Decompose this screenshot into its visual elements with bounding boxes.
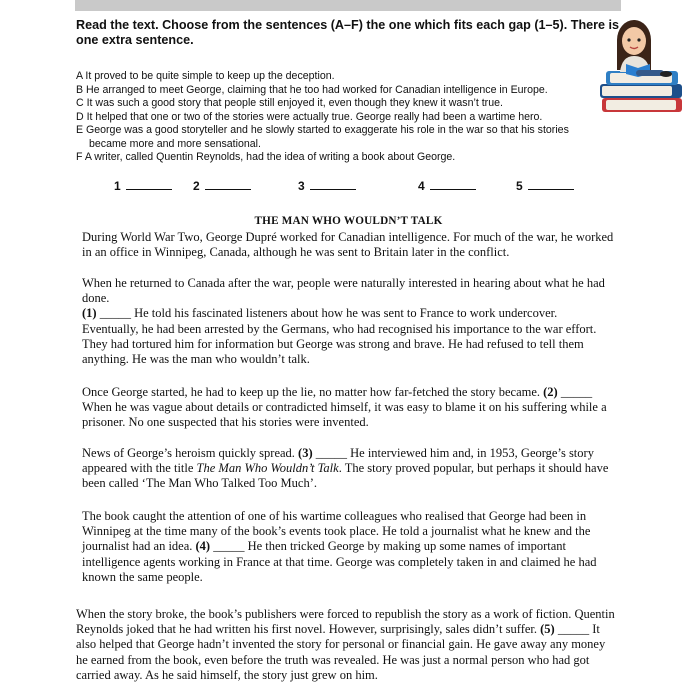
option-b: B He arranged to meet George, claiming that he too had worked for Canadian intelligence in Europe. xyxy=(76,83,548,96)
answer-slot-5[interactable]: 5 xyxy=(516,178,574,193)
story-paragraph-4: News of George’s heroism quickly spread. (3) _____ He interviewed him and, in 1953, George’s story appeared with the title The Man Who Wouldn’t Talk. The story proved popular, but perhaps it should have been called ‘The Man Who Talked Too Much’. xyxy=(82,446,609,491)
story-paragraph-3: Once George started, he had to keep up the lie, no matter how far-fetched the story became. (2) _____ When he was vague about details or contradicted himself, it was easy to blame it on his suffering while a prisoner. No one suspected that his stories were invented. xyxy=(82,385,607,430)
option-a: A It proved to be quite simple to keep up the deception. xyxy=(76,70,335,82)
story-paragraph-2: When he returned to Canada after the war, people were naturally interested in hearing about what he had done. (1) _____ He told his fascinated listeners about how he was sent to France to work undercover. Eventually, he had been arrested by the Germans, who had recognised his importance to the war effort. They had tortured him for information but George was strong and brave. He had refused to tell them anything. He was the man who wouldn’t talk. xyxy=(82,276,605,367)
answer-slot-1[interactable]: 1 xyxy=(114,178,172,193)
task-instructions: Read the text. Choose from the sentences (A–F) the one which fits each gap (1–5). There is one extra sentence. xyxy=(76,18,620,47)
story-paragraph-6: When the story broke, the book’s publishers were forced to republish the story as a work of fiction. Quentin Reynolds joked that he had written his first novel. However, surprisingly, sales didn’t suffer. (5) _____ It also helped that George hadn’t invented the story for personal or financial gain. He gave away any money he earned from the book, even before the truth was revealed. He was just a normal person who had got carried away. As he said himself, the story just grew on him. xyxy=(76,607,615,682)
answer-blank[interactable] xyxy=(430,178,476,190)
option-f: F A writer, called Quentin Reynolds, had the idea of writing a book about George. xyxy=(76,151,456,163)
gap-3-label: (3) xyxy=(298,446,313,460)
gap-5-label: (5) xyxy=(540,622,555,637)
option-e: E George was a good storyteller and he slowly started to exaggerate his role in the war so that his stories xyxy=(76,124,569,136)
answer-options-list xyxy=(76,70,606,165)
girl-reading-books-illustration xyxy=(596,14,686,124)
answer-blank[interactable] xyxy=(205,178,251,190)
story-paragraph-5: The book caught the attention of one of his wartime colleagues who realised that George had been in Winnipeg at the time many of the book’s events took place. He told a journalist what he knew and the journalist had an idea. (4) _____ He then tricked George by making up some names of important intelligence agents working in France at that time. George was completely taken in and claimed he had known the same people. xyxy=(82,509,597,584)
option-c: C It was such a good story that people still enjoyed it, even though they knew it wasn’t true. xyxy=(76,97,503,109)
answer-slot-4[interactable]: 4 xyxy=(418,178,476,193)
gap-1-label: (1) xyxy=(82,306,97,321)
answer-blank[interactable] xyxy=(126,178,172,190)
option-d: D It helped that one or two of the stories were actually true. George really had been a wartime hero. xyxy=(76,110,543,123)
book-title: The Man Who Wouldn’t Talk xyxy=(196,461,339,476)
answer-slot-3[interactable]: 3 xyxy=(298,178,356,193)
story-paragraph-1: During World War Two, George Dupré worked for Canadian intelligence. For much of the war, he worked in an office in Winnipeg, Canada, although he was sent to Britain later in the conflict. xyxy=(82,230,614,260)
answer-blank[interactable] xyxy=(310,178,356,190)
answer-slot-2[interactable]: 2 xyxy=(193,178,251,193)
option-e-continued: became more and more sensational. xyxy=(89,137,261,150)
story-title: THE MAN WHO WOULDN’T TALK xyxy=(254,215,443,227)
gap-4-label: (4) xyxy=(195,539,211,554)
top-scroll-bar xyxy=(75,0,621,11)
answer-blank[interactable] xyxy=(528,178,574,190)
gap-2-label: (2) xyxy=(543,385,558,399)
